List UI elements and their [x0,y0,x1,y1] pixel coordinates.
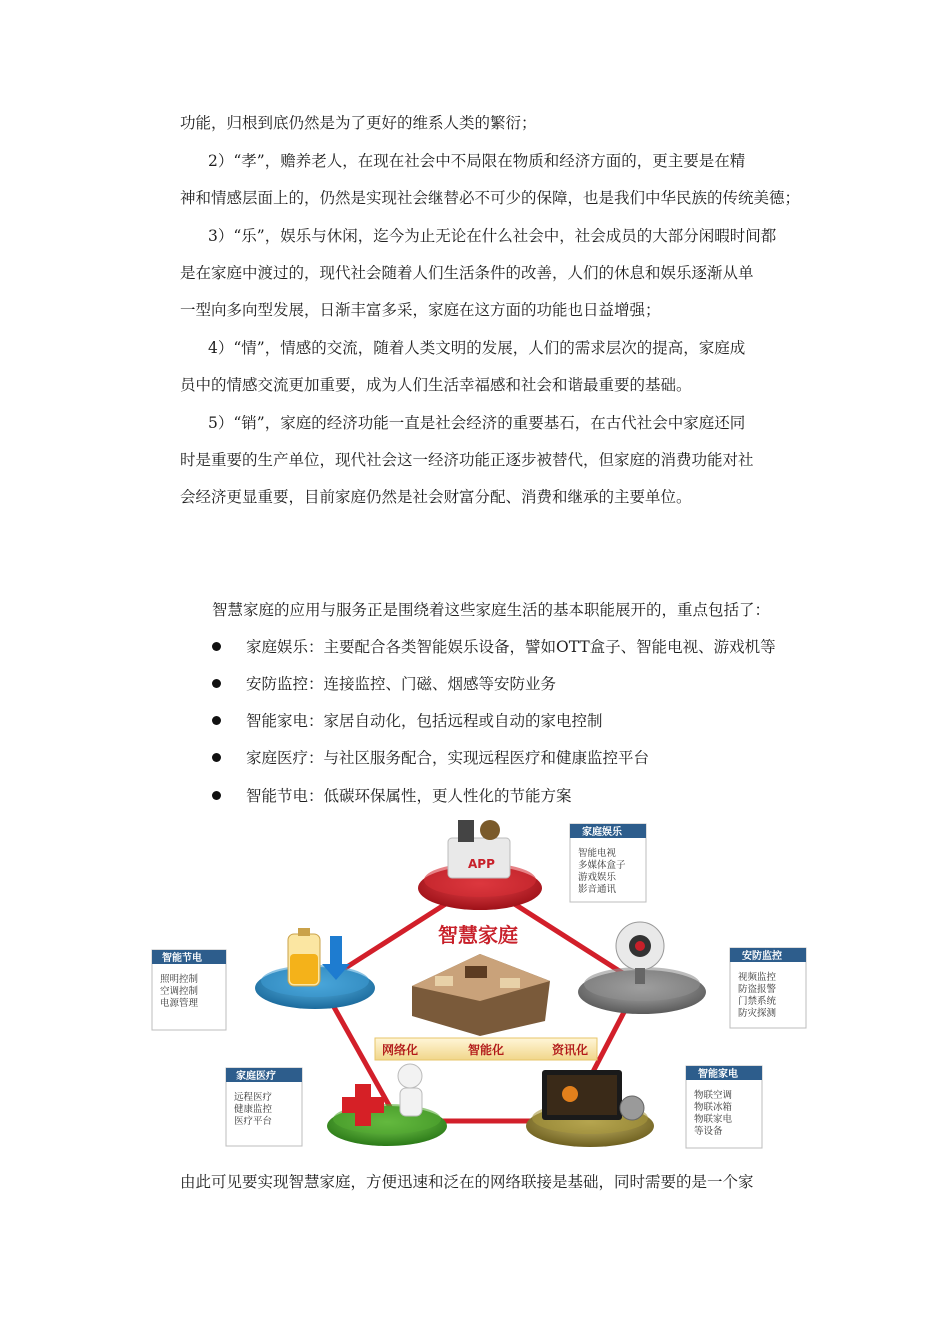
center-title: 智慧家庭 [438,923,518,947]
intro-text: 智慧家庭的应用与服务正是围绕着这些家庭生活的基本职能展开的，重点包括了： [212,601,771,619]
info-box-appliance [686,1066,762,1148]
box-item: 物联空调 [694,1090,733,1101]
list-item-text: 家庭娱乐：主要配合各类智能娱乐设备，譬如OTT盒子、智能电视、游戏机等 [246,638,776,656]
box-item: 视频监控 [738,972,777,983]
app-box-icon [448,820,510,878]
box-item: 智能电视 [578,848,617,859]
gear-icon [620,1096,644,1120]
list-item-text: 家庭医疗：与社区服务配合，实现远程医疗和健康监控平台 [246,749,650,767]
node-security [578,922,706,1014]
text-line: 神和情感层面上的，仍然是实现社会继替必不可少的保障，也是我们中华民族的传统美德； [180,189,801,207]
band-label: 网络化 [382,1043,419,1057]
text-line: 5）“销”，家庭的经济功能一直是社会经济的重要基石，在古代社会中家庭还同 [208,414,746,432]
house-model-icon [412,954,550,1036]
box-item: 门禁系统 [738,996,777,1007]
box-item: 等设备 [694,1126,723,1137]
bullet-icon [212,642,221,651]
box-item: 防灾探测 [738,1008,777,1019]
box-item: 多媒体盒子 [578,860,626,871]
node-entertainment [418,820,542,910]
text-line: 会经济更显重要，目前家庭仍然是社会财富分配、消费和继承的主要单位。 [180,488,692,506]
band-label: 智能化 [468,1043,505,1057]
box-item: 电源管理 [160,998,199,1009]
bullet-icon [212,716,221,725]
box-item: 空调控制 [160,986,199,997]
battery-icon [288,928,320,986]
list-item-text: 安防监控：连接监控、门磁、烟感等安防业务 [246,675,557,693]
center-hub [375,923,597,1060]
bullet-icon [212,679,221,688]
node-medical [327,1064,447,1146]
box-item: 照明控制 [160,974,199,985]
text-line: 功能，归根到底仍然是为了更好的维系人类的繁衍； [180,114,537,132]
smart-home-diagram [150,816,810,1156]
box-title: 智能节电 [162,953,202,964]
info-box-entertainment [570,824,646,902]
bullet-icon [212,791,221,800]
box-item: 影音通讯 [578,884,617,895]
info-box-medical [226,1068,302,1146]
box-item: 远程医疗 [234,1092,273,1103]
text-line: 员中的情感交流更加重要，成为人们生活幸福感和社会和谐最重要的基础。 [180,376,692,394]
box-item: 健康监控 [234,1104,273,1115]
list-item-text: 智能节电：低碳环保属性，更人性化的节能方案 [246,787,572,805]
text-line: 时是重要的生产单位，现代社会这一经济功能正逐步被替代，但家庭的消费功能对社 [180,451,754,469]
bullet-icon [212,753,221,762]
text-line: 一型向多向型发展，日渐丰富多采，家庭在这方面的功能也日益增强； [180,301,661,319]
list-item-text: 智能家电：家居自动化，包括远程或自动的家电控制 [246,712,603,730]
node-appliance [526,1070,654,1147]
text-line: 4）“情”，情感的交流，随着人类文明的发展，人们的需求层次的提高，家庭成 [208,339,746,357]
box-item: 医疗平台 [234,1116,273,1127]
box-item: 游戏娱乐 [578,872,617,883]
text-line: 3）“乐”，娱乐与休闲，迄今为止无论在什么社会中，社会成员的大部分闲暇时间都 [208,227,777,245]
box-item: 物联冰箱 [694,1102,733,1113]
tv-icon [542,1070,622,1120]
text-line: 2）“孝”，赡养老人，在现在社会中不局限在物质和经济方面的，更主要是在精 [208,152,746,170]
box-title: 家庭医疗 [236,1071,276,1082]
app-label: APP [468,857,495,871]
box-title: 智能家电 [698,1069,738,1080]
closing-text: 由此可见要实现智慧家庭，方便迅速和泛在的网络联接是基础，同时需要的是一个家 [180,1173,754,1191]
info-box-energy [152,950,226,1030]
text-line: 是在家庭中渡过的，现代社会随着人们生活条件的改善，人们的休息和娱乐逐渐从单 [180,264,754,282]
box-title: 安防监控 [742,951,782,962]
box-item: 物联家电 [694,1114,733,1125]
box-item: 防盗报警 [738,984,777,995]
node-energy [255,928,375,1009]
doctor-figure-icon [398,1064,422,1116]
box-title: 家庭娱乐 [582,827,622,838]
info-box-security [730,948,806,1028]
band-label: 资讯化 [552,1043,589,1057]
